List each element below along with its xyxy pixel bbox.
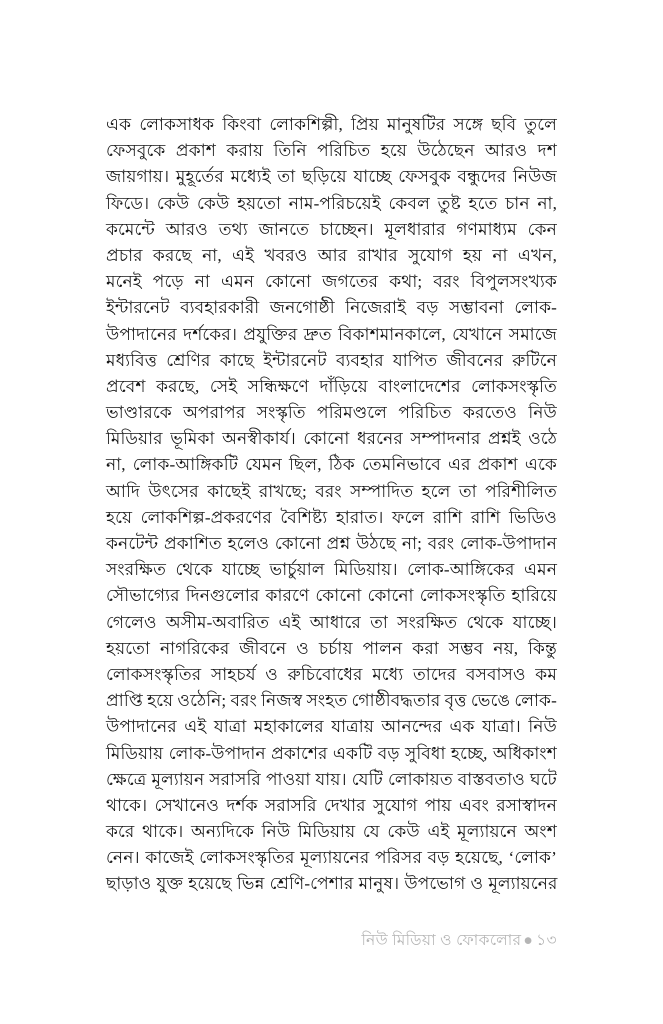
text-line	[106, 295, 557, 321]
text-line	[106, 767, 557, 793]
word: বিকাশমানকালে,	[338, 324, 446, 344]
word: তুলে	[524, 115, 557, 134]
word: লোকসংস্কৃতি	[419, 586, 506, 606]
word: কেন	[527, 219, 557, 239]
word: চর্চায়	[318, 638, 353, 658]
text-line	[106, 243, 557, 269]
word: রুচিবোধের	[287, 664, 363, 684]
word: কোনো	[265, 272, 312, 292]
word: যুক্ত	[156, 874, 184, 894]
word: মূল্যায়নে	[457, 822, 517, 842]
text-line	[106, 793, 557, 819]
word: আদি	[106, 481, 141, 501]
text-line	[106, 636, 557, 662]
word: মিডিয়ায়।	[334, 560, 398, 580]
word: চাচ্ছেন।	[319, 219, 374, 239]
word: পাওয়া	[265, 769, 311, 789]
word: মনেই	[106, 272, 142, 292]
word: সেখানেও	[154, 795, 220, 815]
word: সুযোগ	[372, 795, 418, 815]
text-line	[106, 505, 557, 531]
word: রাশি	[432, 507, 463, 527]
word: লোক-উপাদান	[459, 534, 557, 553]
word: না,	[106, 455, 126, 475]
word: আনন্দের	[381, 717, 442, 737]
word: এই	[184, 717, 207, 737]
word: অপরাপর	[183, 403, 246, 423]
word: না;	[401, 534, 422, 553]
word: কোনো	[303, 429, 350, 449]
word: মূল্যায়ন	[151, 769, 205, 789]
word: রাখছে;	[258, 481, 307, 501]
word: এই	[278, 612, 301, 632]
word: ওঠে	[528, 429, 557, 449]
word: ভিন্ন	[236, 874, 265, 894]
word: ছিল,	[289, 455, 322, 475]
word: ‘লোক’	[508, 848, 557, 868]
word: তা	[458, 481, 477, 501]
word: সম্পাদনার	[410, 429, 481, 449]
word: ছড়িয়ে	[302, 167, 347, 187]
text-line	[106, 557, 557, 583]
word: দেখার	[323, 795, 366, 815]
word: জীবনে	[239, 638, 287, 658]
word: সংরক্ষিত	[106, 560, 167, 580]
word: দ্রুত	[303, 324, 332, 344]
word: শ্রেণি-পেশার	[269, 874, 354, 894]
word: যাপিত	[392, 350, 438, 370]
text-line	[106, 688, 557, 714]
word: বড়	[416, 298, 439, 318]
text-line	[106, 322, 557, 348]
word: লোকায়ত	[387, 769, 453, 789]
word: যাচ্ছে	[222, 560, 261, 580]
word: প্রকাশ	[477, 455, 518, 475]
word: ভূমিকা	[170, 429, 215, 449]
text-line	[106, 112, 557, 138]
word: মহাকালের	[253, 717, 324, 737]
word: সঙ্গে	[453, 115, 484, 134]
word: সেই	[209, 376, 238, 396]
word: প্রবেশ	[106, 376, 146, 396]
word: ফিডে।	[106, 193, 150, 213]
word: সুবিধা	[405, 743, 446, 763]
word: দশ	[537, 141, 557, 161]
word: ক্ষেত্রে	[106, 769, 147, 789]
text-line	[106, 610, 557, 636]
word: নিউজ	[512, 167, 557, 187]
text-line	[106, 819, 557, 845]
word: কেউ	[156, 193, 190, 213]
word: ফেসবুকে	[106, 141, 166, 161]
word: পায়	[424, 795, 452, 815]
word: নাম-পরিচয়েই	[288, 193, 381, 213]
word: থাকে।	[142, 822, 184, 842]
word: চান	[505, 193, 530, 213]
word: লোক-	[514, 298, 557, 318]
word: জগতের	[322, 272, 379, 292]
word: তা	[277, 167, 296, 187]
word: ভাণ্ডারকে	[106, 403, 172, 423]
word: কারণে	[265, 586, 310, 606]
word: রাখার	[357, 245, 398, 265]
word: সাহচর্য	[210, 664, 256, 684]
text-line	[106, 269, 557, 295]
word: বিপুলসংখ্যক	[470, 272, 557, 292]
word: মিডিয়ার	[106, 429, 163, 449]
word: পরিমণ্ডলে	[317, 403, 388, 423]
word: যায়।	[315, 769, 347, 789]
word: ছবি	[491, 115, 517, 134]
word: বড়	[427, 848, 450, 868]
text-line	[106, 871, 557, 897]
word: ফলে	[391, 507, 425, 527]
word: বৃত্ত	[444, 691, 467, 711]
word: ইন্টারনেট	[263, 350, 327, 370]
word: কোনো	[274, 534, 321, 553]
word: মানুষটির	[387, 115, 446, 134]
text-line	[106, 138, 557, 164]
word: ভেঙে	[470, 691, 511, 711]
word: যে	[362, 822, 380, 842]
word: প্রশ্নই	[487, 429, 521, 449]
word: রুটিনে	[512, 350, 557, 370]
word: বাংলাদেশের	[378, 376, 461, 396]
word: সম্পাদিত	[350, 481, 414, 501]
word: বন্ধুদের	[457, 167, 507, 187]
word: ঠিক	[328, 455, 355, 475]
word: নাগরিকের	[159, 638, 230, 658]
word: উৎসের	[148, 481, 199, 501]
word: হয়েছে	[188, 874, 232, 894]
word: ও	[296, 638, 309, 658]
word: মধ্যে	[372, 664, 404, 684]
footer-separator-icon: ●	[523, 932, 534, 949]
footer-page-number: ১৩	[536, 932, 557, 949]
word: কেবল	[388, 193, 430, 213]
word: কাছে	[219, 350, 255, 370]
word: আরও	[165, 219, 208, 239]
word: জায়গায়।	[106, 167, 170, 187]
word: আর	[317, 245, 348, 265]
word: মধ্যবিত্ত	[106, 350, 158, 370]
word: হারাত।	[335, 507, 384, 527]
word: লোক-উপাদান	[168, 743, 266, 763]
word: অন্যদিকে	[190, 822, 255, 842]
word: উপাদানের	[106, 717, 177, 737]
word: প্রকাশের	[271, 743, 328, 763]
word: নিউ	[261, 822, 291, 842]
word: অসীম-অবারিত	[165, 612, 270, 632]
word: যাত্রা।	[482, 717, 521, 737]
word: মিডিয়ায়	[297, 822, 356, 842]
word: কনটেন্ট	[106, 534, 159, 553]
body-text-block	[106, 112, 557, 898]
word: কাছেই	[207, 481, 251, 501]
text-line	[106, 741, 557, 767]
word: মধ্যেই	[230, 167, 271, 187]
word: প্রশ্ন	[326, 534, 351, 553]
word: ঘটে	[529, 769, 557, 789]
word: মুহূর্তের	[175, 167, 224, 187]
word: প্রিয়	[350, 115, 379, 134]
word: মিডিয়ায়	[106, 743, 164, 763]
word: উঠছে	[356, 534, 397, 553]
word: পরিশীলিত	[485, 481, 557, 501]
word: ছাড়াও	[106, 874, 152, 894]
word: প্রযুক্তির	[243, 324, 298, 344]
word: মানুষ।	[358, 874, 400, 894]
word: নেন।	[106, 848, 140, 868]
word: তিনি	[273, 141, 307, 161]
text-line	[106, 191, 557, 217]
footer-book-title: নিউ মিডিয়া ও ফোকলোর	[361, 932, 522, 949]
word: সংস্কৃতি	[256, 403, 306, 423]
word: আরও	[484, 141, 528, 161]
word: জীবনের	[446, 350, 504, 370]
word: রাশি	[470, 507, 501, 527]
word: করা	[412, 638, 439, 658]
word: হয়	[462, 245, 483, 265]
word: একে	[524, 455, 557, 475]
paragraph	[106, 112, 557, 898]
word: হয়ে	[380, 141, 407, 161]
word: একটি	[332, 743, 373, 763]
word: তাদের	[412, 664, 457, 684]
word: পড়ে	[152, 272, 184, 292]
word: লোক-	[514, 691, 557, 711]
word: ধরনের	[356, 429, 403, 449]
word: দর্শকের।	[183, 324, 238, 344]
running-footer	[106, 930, 557, 952]
text-line	[106, 348, 557, 374]
word: এই	[231, 245, 255, 265]
word: গোষ্ঠীবদ্ধতার	[351, 691, 441, 711]
word: উপভোগ	[404, 874, 466, 894]
word: কেউ	[387, 822, 420, 842]
word: দাঁড়িয়ে	[319, 376, 368, 396]
word: উপাদানের	[106, 324, 177, 344]
word: দর্শক	[226, 795, 258, 815]
text-line	[106, 845, 557, 871]
word: ও	[265, 664, 278, 684]
word: বরং	[315, 481, 342, 501]
text-line	[106, 400, 557, 426]
word: দিনগুলোর	[185, 586, 260, 606]
word: এমন	[221, 272, 255, 292]
word: কিন্তু	[528, 638, 557, 658]
text-line	[106, 662, 557, 688]
word: করতেও	[462, 403, 517, 423]
word: না	[492, 245, 508, 265]
word: হলেও	[227, 534, 270, 553]
word: অনস্বীকার্য।	[222, 429, 296, 449]
word: সরাসরি	[264, 795, 317, 815]
word: বসবাসও	[465, 664, 526, 684]
word: তথ্য	[218, 219, 248, 239]
word: প্রচার	[106, 245, 143, 265]
word: কথা;	[389, 272, 423, 292]
word: হয়ে	[147, 691, 174, 711]
word: কোনো	[367, 586, 414, 606]
text-line	[106, 583, 557, 609]
word: নয়,	[493, 638, 519, 658]
word: বড়	[377, 743, 400, 763]
text-line	[106, 217, 557, 243]
word: হয়ে	[106, 507, 133, 527]
word: সমাজে	[508, 324, 557, 344]
word: জনগোষ্ঠী	[269, 298, 335, 318]
word: তুষ্ট	[437, 193, 461, 213]
word: এক	[106, 115, 132, 134]
word: ভিডিও	[509, 507, 557, 527]
word: কমেন্টে	[106, 219, 155, 239]
word: করছে,	[156, 376, 200, 396]
word: লোকশিল্পী,	[269, 115, 343, 134]
word: কম	[535, 664, 557, 684]
text-line	[106, 164, 557, 190]
word: থেকে	[466, 612, 504, 632]
word: নিজেরাই	[345, 298, 407, 318]
word: হতে	[468, 193, 498, 213]
word: ইন্টারনেট	[106, 298, 170, 318]
word: ভার্চুয়াল	[269, 560, 325, 580]
word: পরিচিত	[398, 403, 452, 423]
word: এখন,	[517, 245, 557, 265]
word: হচ্ছে,	[450, 743, 488, 763]
word: লোকশিল্প-প্রকরণের	[140, 507, 272, 527]
word: পালন	[362, 638, 403, 658]
word: প্রকাশিত	[163, 534, 222, 553]
word: যেখানে	[452, 324, 503, 344]
word: মূলধারার	[384, 219, 446, 239]
text-line	[106, 374, 557, 400]
word: এক	[449, 717, 475, 737]
word: সরাসরি	[209, 769, 261, 789]
word: এবং	[458, 795, 489, 815]
word: হয়তো	[106, 638, 151, 658]
word: ব্যবহারকারী	[180, 298, 260, 318]
word: কোনো	[315, 586, 362, 606]
word: নিজস্ব	[261, 691, 303, 711]
word: সম্ভব	[448, 638, 484, 658]
word: না,	[537, 193, 557, 213]
word: বাস্তবতাও	[457, 769, 525, 789]
word: না	[194, 272, 210, 292]
word: মূল্যায়নের	[300, 848, 370, 868]
word: বরং	[230, 691, 257, 711]
word: যেমন	[245, 455, 282, 475]
word: প্রাপ্তি	[106, 691, 143, 711]
word: সন্ধিক্ষণে	[247, 376, 309, 396]
word: গণমাধ্যম	[456, 219, 517, 239]
word: করে	[106, 822, 135, 842]
word: সংরক্ষিত	[397, 612, 458, 632]
word: এর	[447, 455, 471, 475]
word: অধিকাংশ	[492, 743, 557, 763]
word: করায়	[226, 141, 264, 161]
word: বরং	[433, 272, 460, 292]
word: তেমনিভাবে	[361, 455, 441, 475]
word: গেলেও	[106, 612, 157, 632]
word: যেটি	[351, 769, 383, 789]
text-line	[106, 531, 557, 557]
word: সৌভাগ্যের	[106, 586, 180, 606]
word: এই	[427, 822, 450, 842]
word: সংহত	[306, 691, 348, 711]
word: মূল্যায়নের	[488, 874, 558, 894]
word: রসাস্বাদন	[496, 795, 557, 815]
text-line	[106, 479, 557, 505]
word: হলে	[421, 481, 451, 501]
word: ও	[470, 874, 484, 894]
word: প্রকাশ	[175, 141, 217, 161]
word: হয়েছে,	[455, 848, 503, 868]
word: শ্রেণির	[166, 350, 211, 370]
word: লোকসংস্কৃতির	[199, 848, 295, 868]
word: করছে	[152, 245, 192, 265]
word: না,	[202, 245, 222, 265]
word: সুযোগ	[408, 245, 453, 265]
word: যাচ্ছে	[353, 167, 392, 187]
word: লোকসংস্কৃতির	[106, 664, 202, 684]
word: থাকে।	[106, 795, 148, 815]
word: উঠেছেন	[417, 141, 475, 161]
word: সম্ভাবনা	[449, 298, 504, 318]
word: লোকসাধক	[139, 115, 215, 134]
word: ওঠেনি;	[177, 691, 227, 711]
word: বরং	[427, 534, 455, 553]
word: খবরও	[264, 245, 308, 265]
word: নিউ	[528, 717, 557, 737]
word: অংশ	[524, 822, 557, 842]
word: লোক-আঙ্গিকটি	[132, 455, 239, 475]
word: হারিয়ে	[511, 586, 557, 606]
word: যাচ্ছে।	[512, 612, 557, 632]
word: হয়তো	[237, 193, 282, 213]
text-line	[106, 426, 557, 452]
word: ব্যবহার	[335, 350, 384, 370]
word: এমন	[524, 560, 557, 580]
word: যাত্রায়	[331, 717, 374, 737]
word: লোক-আঙ্গিকের	[407, 560, 515, 580]
word: পরিসর	[374, 848, 422, 868]
word: বৈশিষ্ট্য	[280, 507, 328, 527]
word: আধারে	[309, 612, 361, 632]
word: লোকসংস্কৃতি	[471, 376, 557, 396]
word: কেউ	[196, 193, 230, 213]
word: ফেসবুক	[398, 167, 451, 187]
word: কিংবা	[222, 115, 262, 134]
word: থেকে	[175, 560, 213, 580]
word: জানতে	[258, 219, 310, 239]
text-line	[106, 452, 557, 478]
word: কাজেই	[145, 848, 194, 868]
word: যাত্রা	[213, 717, 247, 737]
word: তা	[370, 612, 388, 632]
word: পরিচিত	[317, 141, 371, 161]
text-line	[106, 714, 557, 740]
word: নিউ	[528, 403, 557, 423]
